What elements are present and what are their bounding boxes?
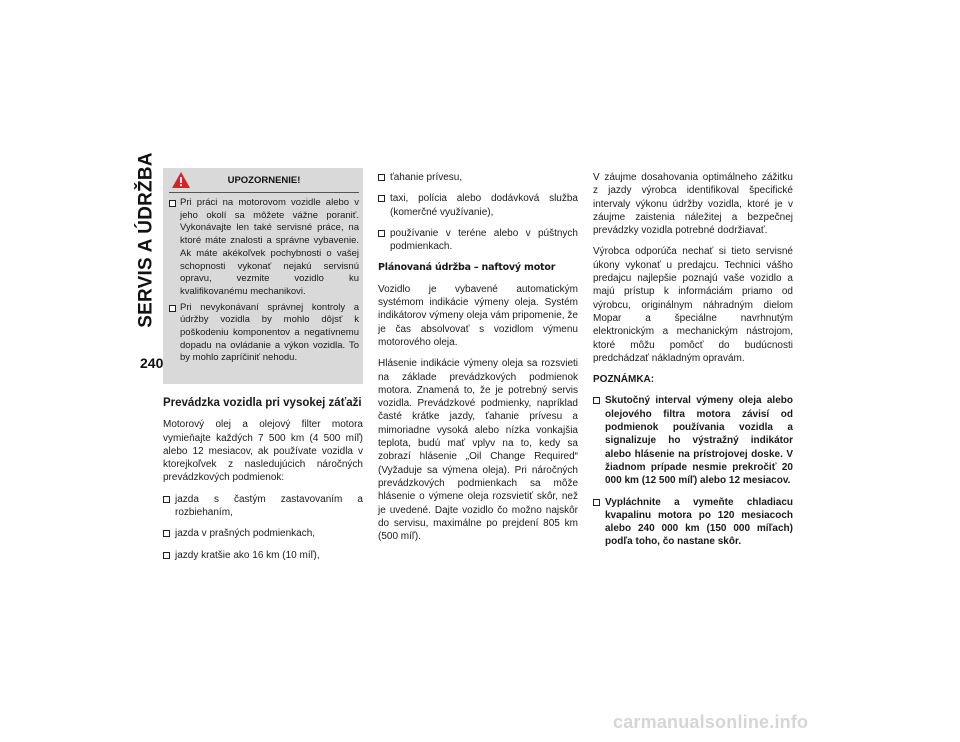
list-item-text: jazda s častým zastavovaním a rozbiehaním, — [175, 493, 363, 519]
section-heading-diesel-maintenance: Plánovaná údržba – naftový motor — [378, 262, 556, 274]
note-list — [593, 394, 793, 548]
list-item — [378, 227, 578, 254]
list-item-text: jazda v prašných podmienkach, — [175, 528, 316, 540]
warning-item — [169, 302, 359, 366]
warning-item-text: Pri práci na motorovom vozidle alebo v jeho okolí sa môžete vážne poraniť. Vykonávajte len také servisné práce, na ktoré máte znalosti a správne vybavenie. Ak máte akékoľvek pochybnosti o vašej schopnosti vykonať nejakú servisnú opravu, vezmite vozidlo ku kvalifikovanému mechanikovi. — [180, 197, 359, 297]
note-item-text: Skutočný interval výmeny oleja alebo olejového filtra motora závisí od podmienok používania vozidla a signalizuje ho výstražný indikátor alebo hlásenie na prístrojovej doske. V žiadnom prípade nesmie prekročiť 20 000 km (12 500 míľ) alebo 12 mesiacov. — [605, 395, 793, 487]
note-item-text: Vypláchnite a vymeňte chladiacu kvapalinu motora po 120 mesiacoch alebo 240 000 km (150 000 míľach) podľa toho, čo nastane skôr. — [605, 496, 793, 548]
checkbox-bullet-icon — [169, 305, 176, 312]
checkbox-bullet-icon — [163, 530, 170, 537]
warning-title: UPOZORNENIE! — [227, 174, 301, 186]
list-item — [378, 192, 578, 219]
section-heading-heavy-duty: Prevádzka vozidla pri vysokej záťaži — [163, 397, 362, 409]
warning-header — [169, 168, 359, 193]
condition-list — [163, 493, 363, 562]
list-item-text: používanie v teréne alebo v púštnych podmienkach. — [390, 227, 578, 253]
checkbox-bullet-icon — [593, 397, 600, 404]
warning-item-text: Pri nevykonávaní správnej kontroly a údržby vozidla by mohlo dôjsť k poškodeniu komponentov a negatívnemu dopadu na ovládanie a výkon vozidla. To by mohlo zapríčiniť nehodu. — [180, 301, 359, 364]
condition-list-continued — [378, 171, 578, 253]
checkbox-bullet-icon — [163, 496, 170, 503]
section-side-title-text: SERVIS A ÚDRŽBA — [136, 152, 157, 328]
watermark: carmanualsonline.info — [613, 712, 809, 732]
list-item-text: jazdy kratšie ako 16 km (10 míľ), — [175, 549, 320, 561]
paragraph: Motorový olej a olejový filter motora vymieňajte každých 7 500 km (4 500 míľ) alebo 12 mesiacov, ak používate vozidla v ktorejkoľvek z nasledujúcich náročných prevádzkových podmienok: — [163, 419, 363, 484]
warning-triangle-icon — [171, 171, 191, 189]
page-number: 240 — [140, 355, 164, 371]
paragraph: Hlásenie indikácie výmeny oleja sa rozsvieti na základe prevádzkových podmienok motora. Znamená to, že je potrebný servis vozidla. Prevádzkové podmienky, napríklad časté krátke jazdy, ťahanie prívesu a mimoriadne vysoká alebo nízka vonkajšia teplota, budú mať vplyv na to, kedy sa zobrazí hlásenie „Oil Change Required“ (Vyžaduje sa výmena oleja). Pri náročných prevádzkových podmienkach sa môže hlásenie o výmene oleja rozsvietiť skôr, než je uvedené. Dajte vozidlo čo možno najskôr do servisu, maximálne po prejdení 805 km (500 míľ). — [378, 358, 578, 543]
column-3 — [593, 171, 793, 557]
warning-item — [169, 197, 359, 299]
list-item — [378, 171, 578, 184]
checkbox-bullet-icon — [378, 174, 385, 181]
list-item — [163, 549, 363, 562]
checkbox-bullet-icon — [593, 499, 600, 506]
checkbox-bullet-icon — [163, 552, 170, 559]
note-item — [593, 496, 793, 549]
section-side-title — [136, 152, 158, 328]
checkbox-bullet-icon — [169, 200, 176, 207]
list-item-text: taxi, polícia alebo dodávková služba (komerčné využívanie), — [390, 193, 578, 218]
warning-list — [169, 197, 359, 365]
list-item — [163, 493, 363, 520]
column-1 — [163, 397, 363, 570]
paragraph: V záujme dosahovania optimálneho zážitku z jazdy výrobca identifikoval špecifické intervaly výkonu údržby vozidla, ktoré je v záujme zaistenia náležitej a bezpečnej prevádzky vozidla potrebné dodržiavať. — [593, 172, 793, 237]
note-item — [593, 394, 793, 487]
warning-box — [163, 168, 363, 384]
paragraph: Vozidlo je vybavené automatickým systémom indikácie výmeny oleja. Systém indikátorov výmeny oleja vám pripomenie, že je čas absolvovať s vozidlom výmenu motorového oleja. — [378, 283, 578, 348]
checkbox-bullet-icon — [378, 195, 385, 202]
paragraph: Výrobca odporúča nechať si tieto servisné úkony vykonať u predajcu. Technici vášho predajcu najlepšie poznajú vaše vozidlo a majú prístup k informáciám priamo od výrobcu, originálnym náhradným dielom Mopar a špeciálne navrhnutým elektronickým a mechanickým nástrojom, ktoré môžu pomôcť do budúcnosti predchádzať nákladným opravám. — [593, 246, 793, 364]
list-item — [163, 527, 363, 540]
list-item-text: ťahanie prívesu, — [390, 172, 463, 183]
checkbox-bullet-icon — [378, 230, 385, 237]
column-2 — [378, 171, 578, 551]
note-label: POZNÁMKA: — [593, 374, 655, 386]
